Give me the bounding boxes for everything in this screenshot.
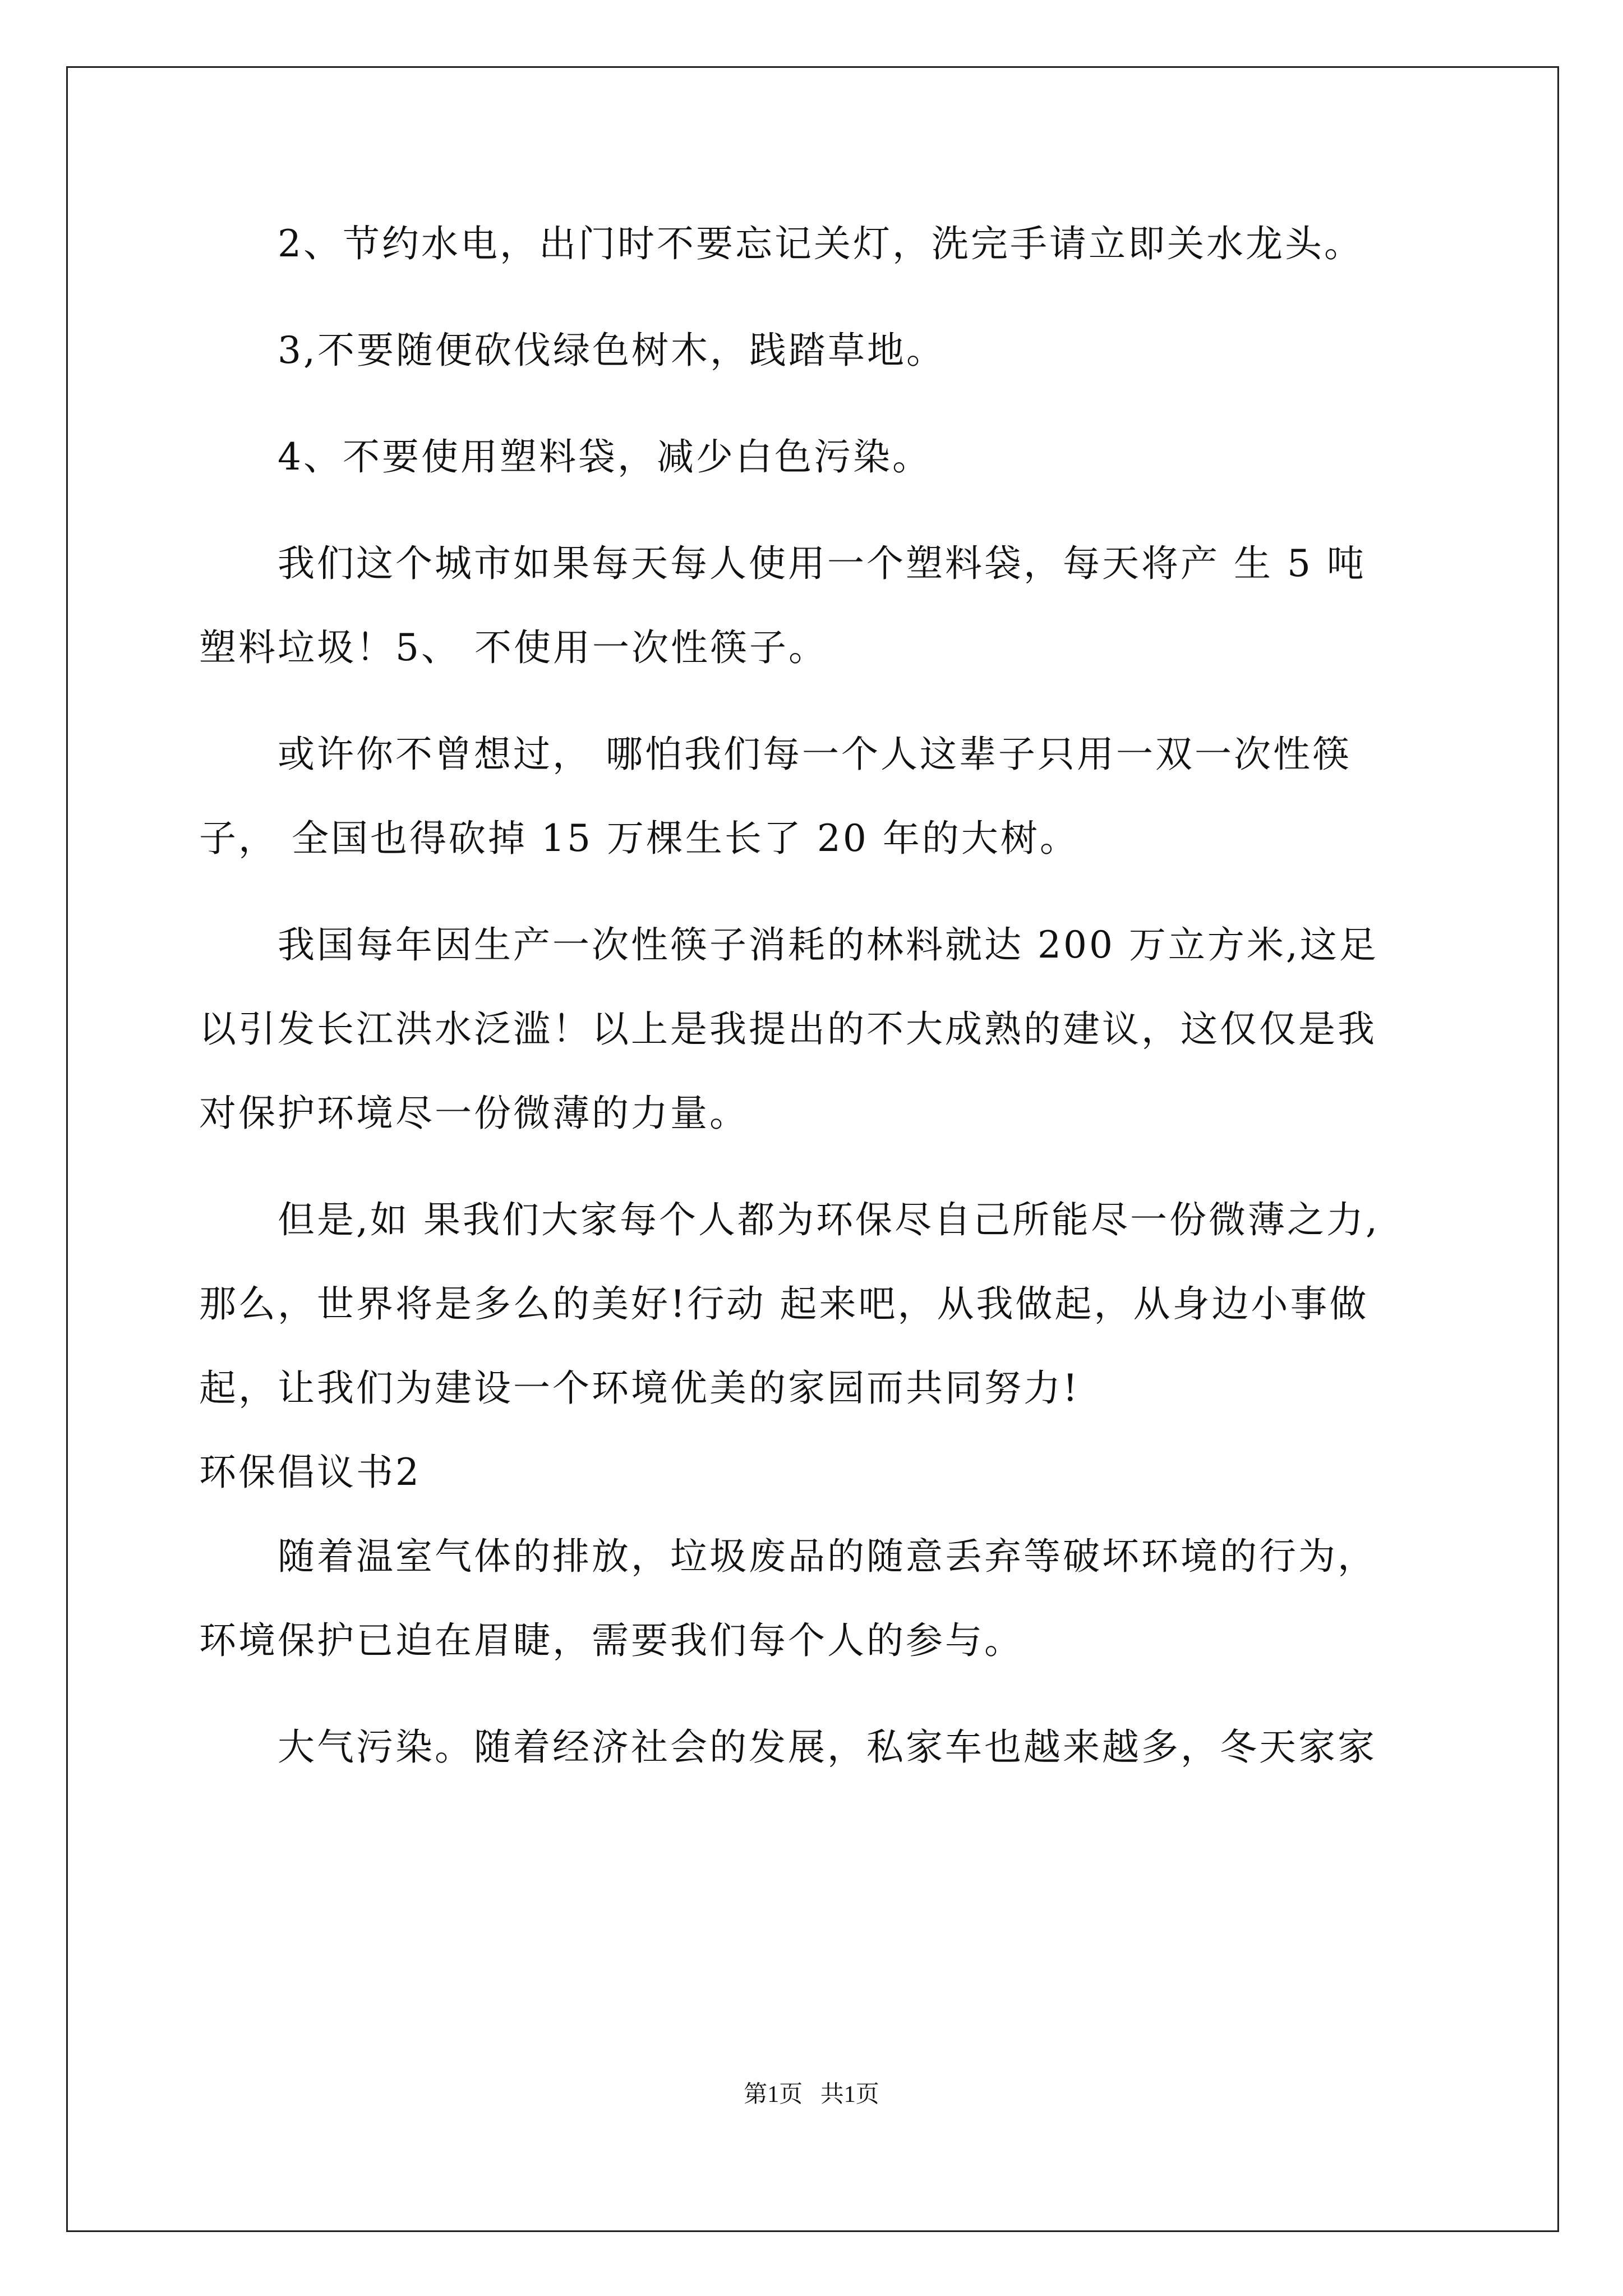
paragraph-line: 或许你不曾想过， 哪怕我们每一个人这辈子只用一双一次性筷 [278, 733, 1352, 776]
paragraph-line: 4、不要使用塑料袋，减少白色污染。 [278, 435, 932, 478]
paragraph-line: 对保护环境尽一份微薄的力量。 [199, 1092, 749, 1135]
section-heading: 环保倡议书2 [199, 1451, 421, 1494]
paragraph-line: 但是,如 果我们大家每个人都为环保尽自己所能尽一份微薄之力, [278, 1198, 1380, 1241]
paragraph-line: 那么，世界将是多么的美好!行动 起来吧，从我做起，从身边小事做 [199, 1282, 1369, 1326]
paragraph-line: 环境保护已迫在眉睫，需要我们每个人的参与。 [199, 1619, 1023, 1662]
document-body [199, 202, 1430, 1789]
page-number-footer: 第1页 共1页 [744, 2082, 879, 2108]
paragraph-line: 起，让我们为建设一个环境优美的家园而共同努力! [199, 1366, 1080, 1410]
paragraph-line: 子， 全国也得砍掉 15 万棵生长了 20 年的大树。 [199, 817, 1079, 860]
paragraph-line: 我国每年因生产一次性筷子消耗的林料就达 200 万立方米,这足 [278, 923, 1378, 967]
paragraph-line: 我们这个城市如果每天每人使用一个塑料袋，每天将产 生 5 吨 [278, 542, 1366, 585]
paragraph-line: 随着温室气体的排放，垃圾废品的随意丢弃等破坏环境的行为， [278, 1535, 1377, 1578]
paragraph-line: 大气污染。随着经济社会的发展，私家车也越来越多，冬天家家 [278, 1726, 1377, 1769]
paragraph-line: 3,不要随便砍伐绿色树木，践踏草地。 [278, 329, 946, 372]
paragraph-line: 2、节约水电，出门时不要忘记关灯，洗完手请立即关水龙头。 [278, 222, 1363, 265]
paragraph-line: 塑料垃圾！5、 不使用一次性筷子。 [199, 626, 828, 669]
paragraph-line: 以引发长江洪水泛滥！以上是我提出的不大成熟的建议，这仅仅是我 [199, 1007, 1377, 1051]
